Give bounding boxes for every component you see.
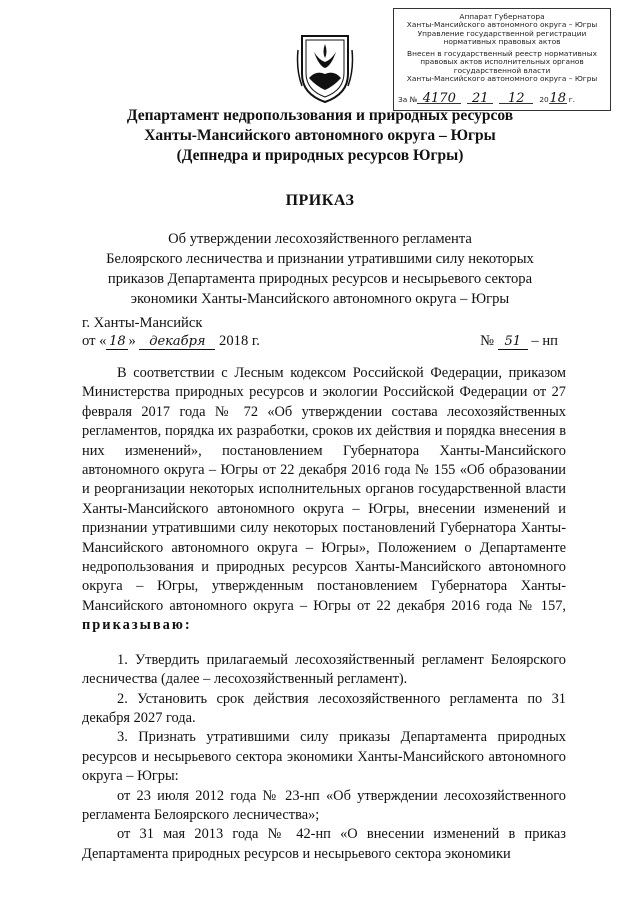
stamp-line: нормативных правовых актов [443,36,561,46]
number-suffix: – нп [531,333,558,349]
stamp-line: Аппарат Губернатора [459,12,545,21]
date-quote: » [128,333,136,349]
document-subject [70,229,570,309]
department-header [0,106,640,166]
coat-of-arms-emblem [296,30,354,106]
subject-line: экономики Ханты-Мансийского автономного округа – Югры [130,291,510,307]
stamp-reg-month: 12 [499,95,533,104]
stamp-registration-line [398,91,606,106]
stamp-reg-year: 18 [549,91,566,106]
stamp-line: Управление государственной регистрации [417,28,587,38]
date-day: 18 [106,334,128,350]
date-prefix: от « [82,333,107,349]
subject-line: приказов Департамента природных ресурсов и несырьевого сектора [107,271,533,287]
order-word: приказываю: [82,617,192,634]
stamp-reg-prefix: За № [398,95,418,104]
department-short-name: (Депнедра и природных ресурсов Югры) [176,147,464,164]
order-item: 2. Установить срок действия лесохозяйственного регламента по 31 декабря 2027 года. [82,690,566,726]
preamble-text: В соответствии с Лесным кодексом Российской Федерации, приказом Министерства природных ресурсов и экологии Российской Федерации от 27 февраля 2017 года № 72 «Об утверждении состава лесохозяйственных регламентов, порядка их разработки, сроков их действия и порядка внесения в них изменений», постановлением Губернатора Ханты-Мансийского автономного округа – Югры от 22 декабря 2016 года № 155 «Об образовании и реорганизации некоторых исполнительных органов государственной власти Ханты-Мансийского автономного округа – Югры, внесении изменений и признании утратившими силу некоторых постановлений Губернатора Ханты-Мансийского автономного округа – Югры», Положением о Департаменте недропользования и природных ресурсов Ханты-Мансийского автономного округа – Югры, утвержденным постановлением Губернатора Ханты-Мансийского автономного округа – Югры от 22 декабря 2016 года № 157, [82,365,566,614]
order-subitem: от 31 мая 2013 года № 42-нп «О внесении изменений в приказ Департамента природных ресурсов и несырьевого сектора экономики [82,826,566,862]
preamble-paragraph [82,364,566,636]
stamp-reg-suffix: г. [568,95,575,104]
subject-line: Об утверждении лесохозяйственного регламента [168,231,472,247]
date-month: декабря [139,334,215,350]
stamp-line: Внесен в государственный реестр нормативных [407,49,597,59]
document-date [82,333,260,350]
department-region-line: Ханты-Мансийского автономного округа – Югры [144,127,496,144]
department-name-line: Департамент недропользования и природных ресурсов [126,107,514,124]
registration-stamp [393,8,611,111]
stamp-reg-number: 4170 [417,95,461,104]
date-year: 2018 г. [219,333,260,349]
document-number [480,333,558,350]
document-type-title: ПРИКАЗ [285,192,355,209]
order-subitem: от 23 июля 2012 года № 23-нп «Об утверждении лесохозяйственного регламента Белоярского лесничества»; [82,787,566,823]
order-item: 3. Признать утратившими силу приказы Департамента природных ресурсов и несырьевого сектора экономики Ханты-Мансийского автономного округа – Югры: [82,729,566,785]
stamp-reg-year-prefix: 20 [539,95,549,104]
place-of-issue: г. Ханты-Мансийск [82,315,203,331]
number-prefix: № [480,333,495,349]
stamp-line: Ханты-Мансийского автономного округа – Югры [406,20,598,30]
subject-line: Белоярского лесничества и признании утратившими силу некоторых [106,251,534,267]
stamp-line: правовых актов исполнительных органов [420,57,584,67]
document-body [82,364,566,864]
stamp-reg-day: 21 [467,95,493,104]
stamp-line: государственной власти [453,65,551,75]
number-value: 51 [498,334,528,350]
stamp-line: Ханты-Мансийского автономного округа – Югры [406,74,598,84]
order-item: 1. Утвердить прилагаемый лесохозяйственный регламент Белоярского лесничества (далее – лесохозяйственный регламент). [82,651,566,688]
